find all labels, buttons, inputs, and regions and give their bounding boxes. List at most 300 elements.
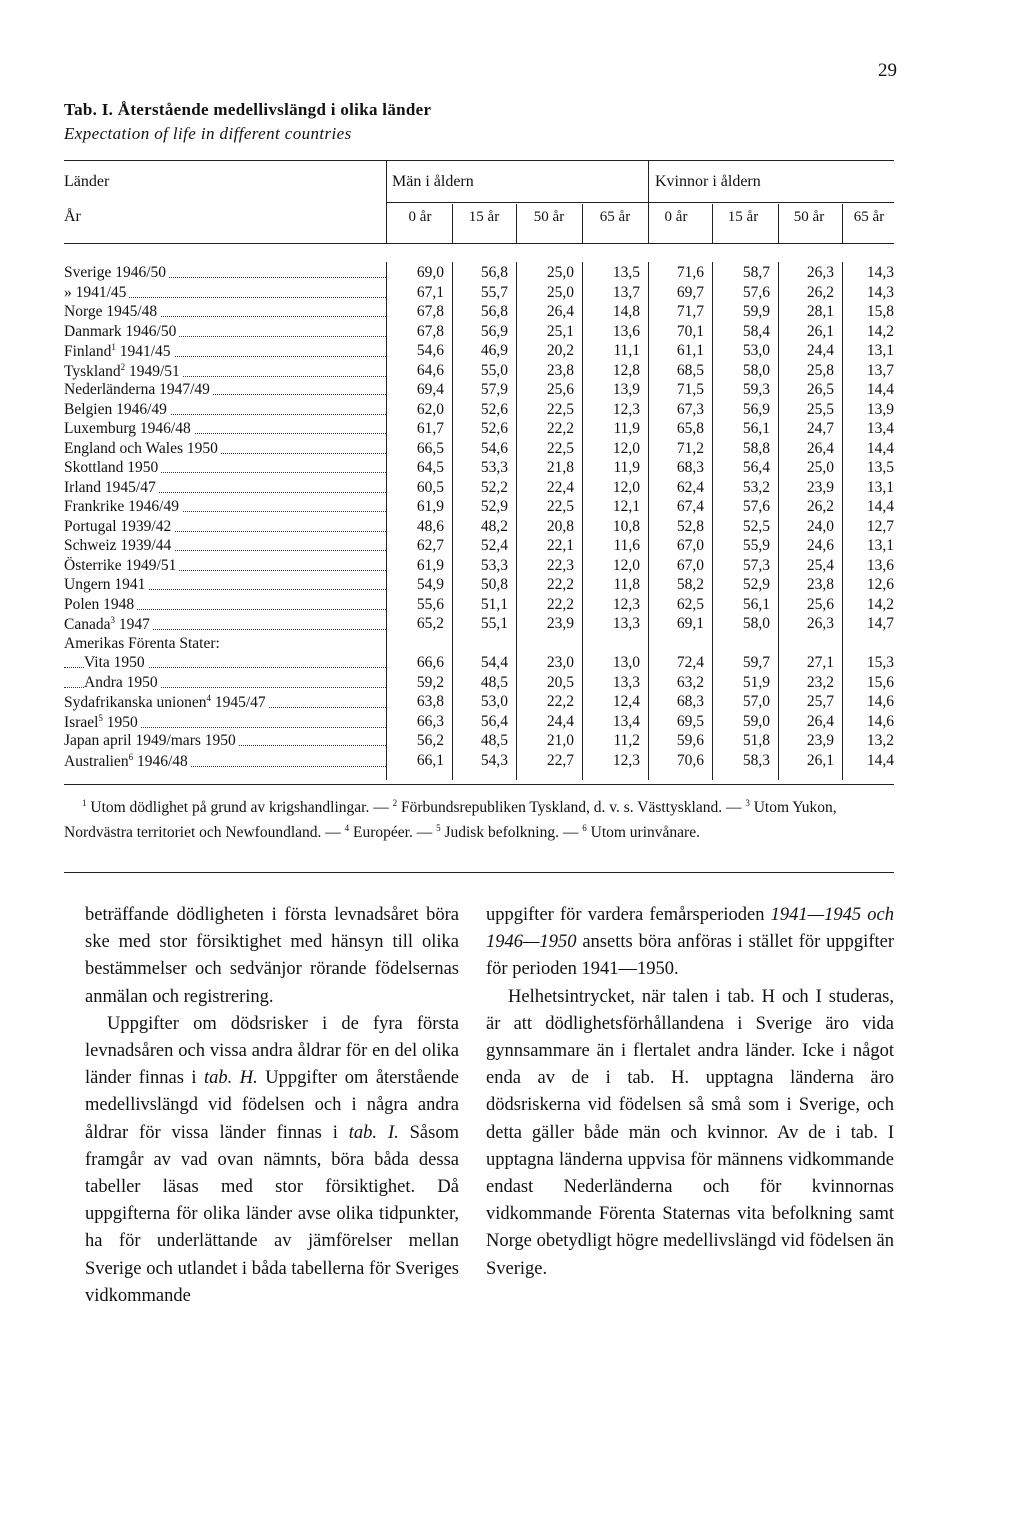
row-label (64, 420, 386, 438)
table-cell: 46,9 (480, 342, 508, 359)
stub-header-year: År (64, 208, 81, 225)
table-cell: 14,4 (866, 439, 894, 457)
table-cell: 11,9 (613, 459, 640, 476)
table-cell: 13,1 (866, 537, 894, 554)
table-cell: 56,8 (480, 303, 508, 320)
row-label-text: Frankrike 1946/49 (64, 498, 182, 515)
row-label (64, 284, 386, 302)
col-head-women-0: 0 år (664, 209, 688, 225)
row-label-text: Tyskland (64, 362, 121, 380)
table-cell: 65,2 (416, 615, 444, 632)
text-run: Uppgifter om dödsrisker i de fyra första levnadsåren och vissa andra åldrar för en del olika länder finnas i (85, 1013, 459, 1089)
table-cell: 25,8 (806, 361, 834, 379)
col-rule-header (516, 204, 517, 243)
table-cell: 12,4 (612, 693, 640, 710)
footnote-text: Förbundsrepubliken Tyskland, d. v. s. Västtyskland. — (397, 799, 746, 816)
table-cell: 66,6 (416, 654, 444, 671)
table-cell: 13,7 (866, 361, 894, 379)
table-cell: 52,9 (480, 498, 508, 515)
table-cell: 24,0 (806, 517, 834, 535)
group-header-women: Kvinnor i åldern (655, 173, 761, 190)
table-row (64, 264, 894, 284)
table-cell: 51,8 (742, 732, 770, 749)
table-cell: 67,3 (676, 400, 704, 418)
table-row (64, 752, 894, 772)
row-label-text: Vita 1950 (84, 654, 148, 671)
footnote-text: Utom Yukon, Nordvästra territoriet och Newfoundland. — (64, 799, 837, 841)
table-cell: 22,3 (546, 556, 574, 574)
table-row (64, 518, 894, 538)
table-cell: 25,6 (806, 595, 834, 613)
table-cell: 15,8 (866, 303, 894, 320)
table-cell: 11,1 (613, 342, 640, 359)
footnote-mark: 1 (111, 342, 116, 352)
table-cell: 24,4 (546, 712, 574, 730)
table-cell: 14,2 (866, 595, 894, 613)
footnote-mark: 6 (128, 751, 134, 762)
table-title: Tab. I. Återstående medellivslängd i olika länder (64, 100, 432, 119)
row-label (64, 596, 386, 614)
table-row (64, 615, 894, 635)
table-cell: 66,5 (416, 439, 444, 457)
table-row (64, 420, 894, 440)
row-label (64, 615, 386, 634)
table-cell: 48,6 (416, 517, 444, 535)
table-cell: 54,6 (416, 342, 444, 359)
table-cell: 57,6 (742, 498, 770, 515)
footnotes (64, 793, 894, 843)
row-label-year: 1949/51 (125, 362, 180, 380)
text-run: Uppgifter om återstående medellivslängd vid födelsen och i några andra åldrar för vissa länder finnas i (85, 1068, 460, 1143)
table-row (64, 732, 894, 752)
body-paragraph (85, 1011, 459, 1310)
table-cell: 67,8 (416, 322, 444, 340)
table-cell: 12,0 (612, 556, 640, 574)
footnote-mark: 2 (120, 361, 126, 372)
section-rule (64, 872, 894, 873)
col-head-men-50: 50 år (533, 209, 565, 225)
table-cell: 11,2 (613, 732, 640, 749)
table-cell: 59,9 (742, 303, 770, 320)
table-cell: 61,1 (676, 342, 704, 359)
row-label (64, 479, 386, 497)
row-label-text: Schweiz 1939/44 (64, 537, 174, 554)
table-top-rule (64, 160, 894, 161)
row-label-year: 1950 (102, 713, 138, 731)
row-label-text: Nederländerna 1947/49 (64, 381, 213, 398)
table-cell: 59,7 (742, 654, 770, 671)
table-cell: 56,9 (480, 322, 508, 340)
table-cell: 25,0 (546, 264, 574, 281)
table-cell: 23,9 (806, 478, 834, 496)
table-body (64, 264, 894, 771)
table-cell: 52,4 (480, 537, 508, 554)
table-reference: tab. I. (348, 1122, 399, 1143)
table-cell: 56,1 (742, 420, 770, 437)
table-cell: 72,4 (676, 654, 704, 671)
table-cell: 22,2 (546, 693, 574, 710)
table-cell: 26,5 (806, 381, 834, 398)
table-cell: 55,7 (480, 283, 508, 301)
table-cell: 12,7 (866, 517, 894, 535)
row-label-text: Österrike 1949/51 (64, 557, 179, 574)
table-cell: 56,4 (480, 712, 508, 730)
table-cell: 13,6 (612, 322, 640, 340)
table-cell: 54,4 (480, 654, 508, 671)
row-label (64, 303, 386, 321)
table-cell: 56,2 (416, 732, 444, 749)
table-cell: 54,6 (480, 439, 508, 457)
table-cell: 70,6 (676, 751, 704, 769)
table-cell: 14,6 (866, 693, 894, 710)
row-label-year: 1945/47 (210, 694, 266, 711)
table-cell: 26,4 (806, 439, 834, 457)
table-row (64, 693, 894, 713)
table-cell: 22,4 (546, 478, 574, 496)
table-cell: 22,5 (546, 498, 574, 515)
table-row (64, 635, 894, 655)
table-cell: 13,9 (612, 381, 640, 398)
table-row (64, 537, 894, 557)
table-cell: 54,9 (416, 576, 444, 593)
table-cell: 14,3 (866, 283, 894, 301)
col-rule-header (778, 204, 779, 243)
table-cell: 67,0 (676, 556, 704, 574)
col-rule-header (386, 160, 387, 243)
table-cell: 22,5 (546, 439, 574, 457)
table-cell: 22,5 (546, 400, 574, 418)
table-cell: 65,8 (676, 420, 704, 437)
table-cell: 69,7 (676, 283, 704, 301)
table-cell: 25,0 (806, 459, 834, 476)
table-cell: 56,9 (742, 400, 770, 418)
table-cell: 24,7 (806, 420, 834, 437)
table-cell: 14,2 (866, 322, 894, 340)
table-cell: 22,7 (546, 751, 574, 769)
table-row (64, 713, 894, 733)
table-cell: 22,1 (546, 537, 574, 554)
table-cell: 26,1 (806, 322, 834, 340)
table-cell: 13,0 (612, 654, 640, 671)
table-cell: 69,4 (416, 381, 444, 398)
row-label-text: Danmark 1946/50 (64, 323, 179, 340)
row-label (64, 498, 386, 516)
table-cell: 14,4 (866, 498, 894, 515)
row-label-text: Sydafrikanska unionen (64, 694, 207, 711)
table-row (64, 362, 894, 382)
table-cell: 12,6 (866, 576, 894, 593)
header-bottom-rule (64, 243, 894, 244)
row-label-text: Irland 1945/47 (64, 479, 159, 496)
table-bottom-rule (64, 784, 894, 785)
row-label (64, 576, 386, 594)
table-cell: 25,1 (546, 322, 574, 340)
table-cell: 13,9 (866, 400, 894, 418)
row-label-text: Canada (64, 616, 111, 633)
table-row (64, 440, 894, 460)
table-cell: 25,6 (546, 381, 574, 398)
row-label (64, 752, 386, 771)
table-cell: 20,5 (546, 673, 574, 691)
row-label-text: Belgien 1946/49 (64, 401, 170, 418)
table-cell: 55,9 (742, 537, 770, 554)
table-row (64, 557, 894, 577)
table-cell: 66,1 (416, 751, 444, 769)
body-paragraph: beträffande dödligheten i första levnadsåret böra ske med stor försiktighet med hänsyn till olika bestämmelser och sedvänjor rörande födelsernas anmälan och registrering. (85, 905, 459, 1007)
table-cell: 67,4 (676, 498, 704, 515)
table-cell: 62,7 (416, 537, 444, 554)
row-label-text: England och Wales 1950 (64, 440, 221, 457)
table-cell: 26,4 (546, 303, 574, 320)
row-label (64, 459, 386, 477)
table-cell: 13,3 (612, 673, 640, 691)
group-header-rule (386, 202, 894, 203)
table-cell: 26,3 (806, 264, 834, 281)
table-cell: 52,8 (676, 517, 704, 535)
table-cell: 48,5 (480, 673, 508, 691)
table-row (64, 284, 894, 304)
row-label (64, 635, 386, 653)
table-cell: 68,5 (676, 361, 704, 379)
row-label-text: Israel (64, 713, 99, 731)
table-cell: 20,2 (546, 342, 574, 359)
table-cell: 24,4 (806, 342, 834, 359)
footnote-text: Utom dödlighet på grund av krigshandlingar. — (86, 799, 393, 816)
footnote-text: Utom urinvånare. (586, 824, 700, 841)
table-cell: 58,8 (742, 439, 770, 457)
table-cell: 51,1 (480, 595, 508, 613)
table-cell: 21,8 (546, 459, 574, 476)
table-cell: 55,6 (416, 595, 444, 613)
col-head-men-65: 65 år (599, 209, 631, 225)
table-cell: 25,7 (806, 693, 834, 710)
table-cell: 55,0 (480, 361, 508, 379)
table-cell: 26,2 (806, 498, 834, 515)
table-cell: 62,0 (416, 400, 444, 418)
table-cell: 13,1 (866, 478, 894, 496)
row-label-text: Andra 1950 (84, 674, 161, 691)
row-label (64, 713, 386, 732)
table-cell: 53,2 (742, 478, 770, 496)
table-cell: 60,5 (416, 478, 444, 496)
table-cell: 23,0 (546, 654, 574, 671)
table-cell: 62,4 (676, 478, 704, 496)
table-cell: 52,5 (742, 517, 770, 535)
table-cell: 67,0 (676, 537, 704, 554)
col-rule-header (842, 204, 843, 243)
table-cell: 23,9 (546, 615, 574, 632)
table-cell: 21,0 (546, 732, 574, 749)
footnote-mark: 5 (98, 712, 103, 723)
table-cell: 52,2 (480, 478, 508, 496)
table-cell: 56,1 (742, 595, 770, 613)
row-label-text: Japan april 1949/mars 1950 (64, 732, 239, 749)
table-cell: 62,5 (676, 595, 704, 613)
table-cell: 67,8 (416, 303, 444, 320)
table-cell: 13,3 (612, 615, 640, 632)
col-head-men-0: 0 år (408, 209, 432, 225)
table-cell: 22,2 (546, 420, 574, 437)
footnote-mark: 4 (344, 823, 350, 833)
table-cell: 12,0 (612, 439, 640, 457)
row-label (64, 693, 386, 712)
table-cell: 57,0 (742, 693, 770, 710)
table-cell: 11,6 (613, 537, 640, 554)
footnote-mark: 5 (436, 823, 441, 833)
table-cell: 14,4 (866, 381, 894, 398)
table-cell: 57,3 (742, 556, 770, 574)
table-cell: 61,9 (416, 556, 444, 574)
row-label-text: Ungern 1941 (64, 576, 148, 593)
row-label-text: Norge 1945/48 (64, 303, 160, 320)
table-cell: 22,2 (546, 595, 574, 613)
table-row (64, 303, 894, 323)
table-cell: 58,0 (742, 361, 770, 379)
table-cell: 12,3 (612, 595, 640, 613)
table-cell: 20,8 (546, 517, 574, 535)
table-cell: 23,8 (806, 576, 834, 593)
footnote-mark: 6 (582, 823, 587, 833)
row-label-text: Polen 1948 (64, 596, 137, 613)
table-cell: 53,3 (480, 556, 508, 574)
row-label (64, 323, 386, 341)
footnote-text: Judisk befolkning. — (440, 824, 583, 841)
table-cell: 54,3 (480, 751, 508, 769)
col-head-women-65: 65 år (853, 209, 885, 225)
table-row (64, 479, 894, 499)
table-cell: 13,1 (866, 342, 894, 359)
table-cell: 56,8 (480, 264, 508, 281)
table-cell: 69,1 (676, 615, 704, 632)
table-cell: 52,9 (742, 576, 770, 593)
footnote-mark: 1 (82, 798, 87, 808)
col-rule-header (582, 204, 583, 243)
col-head-men-15: 15 år (468, 209, 500, 225)
table-cell: 14,7 (866, 615, 894, 632)
row-label (64, 381, 386, 399)
table-cell: 59,3 (742, 381, 770, 398)
table-cell: 11,9 (613, 420, 640, 437)
row-label-text: Luxemburg 1946/48 (64, 420, 194, 437)
table-cell: 67,1 (416, 283, 444, 301)
table-cell: 50,8 (480, 576, 508, 593)
table-cell: 23,9 (806, 732, 834, 749)
table-cell: 48,2 (480, 517, 508, 535)
table-cell: 13,5 (866, 459, 894, 476)
table-cell: 13,5 (612, 264, 640, 281)
row-label (64, 557, 386, 575)
table-cell: 51,9 (742, 673, 770, 691)
row-label (64, 732, 386, 750)
body-column-right (486, 902, 894, 1283)
table-cell: 26,2 (806, 283, 834, 301)
table-cell: 71,6 (676, 264, 704, 281)
row-label (64, 362, 386, 381)
table-cell: 12,3 (612, 400, 640, 418)
body-column-left (85, 902, 459, 1310)
table-cell: 12,1 (612, 498, 640, 515)
period-reference: 1941—1945 och 1946—1950 (486, 905, 894, 953)
row-label (64, 264, 386, 282)
table-cell: 71,2 (676, 439, 704, 457)
row-label (64, 401, 386, 419)
table-cell: 26,4 (806, 712, 834, 730)
table-row (64, 323, 894, 343)
col-head-women-50: 50 år (793, 209, 825, 225)
table-cell: 59,6 (676, 732, 704, 749)
row-label-text: Sverige 1946/50 (64, 264, 169, 281)
table-cell: 14,3 (866, 264, 894, 281)
table-cell: 57,6 (742, 283, 770, 301)
table-cell: 24,6 (806, 537, 834, 554)
table-cell: 69,5 (676, 712, 704, 730)
table-cell: 13,7 (612, 283, 640, 301)
row-label-year: 1941/45 (115, 343, 171, 360)
table-row (64, 459, 894, 479)
row-label-text: Portugal 1939/42 (64, 518, 174, 535)
table-cell: 52,6 (480, 400, 508, 418)
table-cell: 13,4 (866, 420, 894, 437)
table-cell: 66,3 (416, 712, 444, 730)
table-cell: 23,2 (806, 673, 834, 691)
table-cell: 14,8 (612, 303, 640, 320)
table-cell: 15,6 (866, 673, 894, 691)
table-subtitle: Expectation of life in different countries (64, 124, 352, 143)
table-cell: 58,2 (676, 576, 704, 593)
table-cell: 13,6 (866, 556, 894, 574)
table-row (64, 576, 894, 596)
table-cell: 53,0 (742, 342, 770, 359)
table-cell: 25,0 (546, 283, 574, 301)
table-cell: 58,0 (742, 615, 770, 632)
table-row (64, 401, 894, 421)
col-rule-header (452, 204, 453, 243)
body-paragraph (486, 902, 894, 984)
table-row (64, 498, 894, 518)
row-label-text: Australien (64, 752, 129, 770)
table-cell: 10,8 (612, 517, 640, 535)
table-cell: 14,6 (866, 712, 894, 730)
table-row (64, 654, 894, 674)
table-cell: 58,4 (742, 322, 770, 340)
table-cell: 71,7 (676, 303, 704, 320)
row-label-text: Skottland 1950 (64, 459, 161, 476)
footnote-mark: 2 (392, 798, 398, 808)
text-run: Såsom framgår av vad ovan nämnts, böra båda dessa tabeller läsas med stor försiktighet. Då uppgifterna för olika länder avse olika tidpunkter, ha för underlättande av jämförelser mellan Sverige och utlandet i båda tabellerna för Sveriges vidkommande (85, 1122, 459, 1306)
table-cell: 14,4 (866, 751, 894, 769)
table-cell: 28,1 (806, 303, 834, 320)
table-row (64, 596, 894, 616)
table-cell: 12,8 (612, 361, 640, 379)
row-label (64, 342, 386, 361)
col-rule-header (648, 160, 649, 243)
row-label-year: 1946/48 (133, 752, 188, 770)
table-row (64, 381, 894, 401)
table-cell: 55,1 (480, 615, 508, 632)
table-cell: 22,2 (546, 576, 574, 593)
row-label (64, 674, 386, 692)
footnote-mark: 3 (110, 615, 115, 625)
table-cell: 69,0 (416, 264, 444, 281)
col-rule-header (712, 204, 713, 243)
table-cell: 64,5 (416, 459, 444, 476)
row-label (64, 440, 386, 458)
group-header-men: Män i åldern (392, 173, 474, 190)
row-label (64, 537, 386, 555)
row-label-text: » 1941/45 (64, 284, 129, 301)
row-label-text: Amerikas Förenta Stater: (64, 635, 223, 652)
table-row (64, 674, 894, 694)
